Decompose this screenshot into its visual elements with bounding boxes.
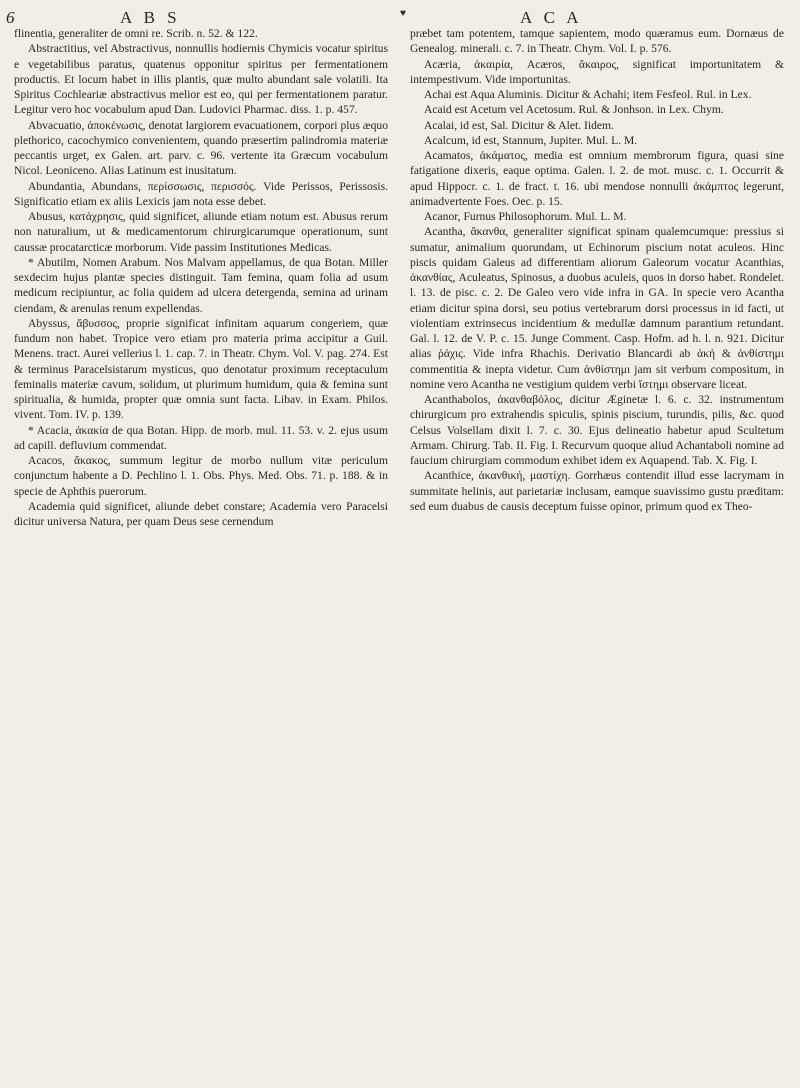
left-entry-4: Abusus, κατάχρησις, quid significet, aliunde etiam notum est. Abusus rerum non naturalium, ut & medicamentorum chirurgicarumque operationum, sunt caussæ procatarcticæ morborum. Vide passim Institutiones Medicas. <box>14 210 388 254</box>
right-entry-10: Acanthice, ἀκανθική, μαστίχη. Gorrhæus contendit illud esse lacrymam in summitate helinis, aut parietariæ inclusam, eamque suavissimo gustu præditam: sed eum duabus de causis deceptum fuisse opinor, primum quod ex Theo- <box>410 469 784 513</box>
left-entry-2: Abvacuatio, ἀποκένωσις, denotat largiorem evacuationem, corpori plus æquo plethorico, cacochymico convenientem, quando præsertim palindromia materiæ peccantis urget, ex Galen. art. parv. c. 96. vertente ita Græcum vocabulum Nicol. Leoniceno. Alias Latinum est inusitatum. <box>14 118 388 178</box>
right-running-head: A C A <box>520 8 583 27</box>
left-entry-8: Acacos, ἄκακος, summum legitur de morbo nullum vitæ periculum conjunctum habente a D. Pechlino l. 1. Obs. Phys. Med. Obs. 71. p. 188. & in specie de Aphthis puerorum. <box>14 454 388 498</box>
left-entry-3: Abundantia, Abundans, περίσσωσις, περισσός. Vide Perissos, Perissosis. Significatio etiam ex aliis Lexicis jam nota esse debet. <box>14 179 388 208</box>
page-number: 6 <box>6 8 17 27</box>
left-entry-7: * Acacia, ἀκακία de qua Botan. Hipp. de morb. mul. 11. 53. v. 2. ejus usum ad capill. defluvium commendat. <box>14 423 388 452</box>
right-entry-1: Acæria, ἀκαιρία, Acæros, ἄκαιρος, significat importunitatem & intempestivum. Vide importunitas. <box>410 57 784 86</box>
left-entry-9: Academia quid significet, aliunde debet constare; Academia vero Paracelsi dicitur universa Natura, per quam Deus sese cernendum <box>14 499 388 528</box>
right-entry-4: Acalai, id est, Sal. Dicitur & Alet. Iidem. <box>424 118 614 132</box>
left-column <box>14 26 388 1078</box>
right-entry-3: Acaid est Acetum vel Acetosum. Rul. & Jonhson. in Lex. Chym. <box>424 103 724 117</box>
ornament-mark: ♥ <box>400 8 408 19</box>
left-entry-5: * Abutilm, Nomen Arabum. Nos Malvam appellamus, de qua Botan. Miller sexdecim hujus plantæ species distinguit. Tam femina, quam folia ad usum medicum recipiuntur, ac folia quidem ad ulcera detergenda, semina ad urinam ciendam, & arenulas renum expellendas. <box>14 255 388 315</box>
right-entry-7: Acanor, Furnus Philosophorum. Mul. L. M. <box>424 210 627 223</box>
right-entry-2: Achai est Aqua Aluminis. Dicitur & Achahi; item Fesfeol. Rul. in Lex. <box>424 88 752 101</box>
right-entry-6: Acamatos, ἀκάματος, media est omnium membrorum figura, quasi sine fatigatione dixeris, eaque optima. Galen. l. 2. de mot. musc. c. 1. Occurrit & apud Hippocr. c. 1. de fract. t. 16. ubi mendose nonnulli ἀκάμπτος legerunt, animadvertente Foes. Oec. p. 15. <box>410 149 784 208</box>
left-entry-1: Abstractitius, vel Abstractivus, nonnullis hodiernis Chymicis vocatur spiritus e vegetabilibus paratus, quatenus opponitur spiritus per fermentationem productis. Et locum habet in illis plantis, quæ multo abundant sale volatili. Ita Spiritus Cochleariæ abstractivus melior est eo, qui per fermentationem paratur. Legitur vero hoc vocabulum apud Dan. Ludovici Pharmac. diss. 1. p. 457. <box>14 42 388 117</box>
left-entry-6: Abyssus, ἄβυσσος, proprie significat infinitam aquarum congeriem, quæ fundum non habet. Tropice vero etiam pro materia prima accipitur a Guil. Menens. tract. Aurei vellerius l. 1. cap. 7. in Theatr. Chym. Vol. V. pag. 274. Est & terminus Paracelsistarum mysticus, quo denotatur proximum receptaculum feminalis materiæ cavum, solidum, ut plurimum humidum, quia & femina sunt spiritualia, & humida, propter quæ omnia sunt facta. Libav. in Exam. Philos. vivent. Tom. IV. p. 139. <box>14 316 388 422</box>
left-running-head: A B S <box>120 8 181 27</box>
right-entry-8: Acantha, ἄκανθα, generaliter significat spinam qualemcumque: pressius si sumatur, animalium quorundam, ut Echinorum piscium notat aculeos. Hinc piscis quidam Galeus ad differentiam aliorum Galeorum vocatur Acanthias, ἀκανθίας, Aculeatus, Spinosus, a duobus aculeis, quos in dorso habet. Rondelet. l. 13. de pisc. c. 2. De Galeo vero vide infra in GA. In specie vero Acantha etiam dicitur spina dorsi, seu potius vertebrarum dorsi processus in id facti, ut violentiam extrinsecus incidentium & medullæ damnum parantium retundant. Gal. l. 12. de V. P. c. 15. Junge Comment. Casp. Hofm. ad h. l. n. 921. Dicitur alias ῥάχις. Vide infra Rhachis. Derivatio Blancardi ab ἀκή & ἀνθίστημι commentitia & inepta videtur. Cum ἀνθίστημι jam sit verbum compositum, in nomine vero Acantha ne vestigium quidem verbi ἵστημι observare liceat. <box>410 225 784 391</box>
left-entry-0: flinentia, generaliter de omni re. Scrib. n. 52. & 122. <box>14 27 258 40</box>
right-entry-9: Acanthabolos, ἀκανθαβόλος, dicitur Æginetæ l. 6. c. 32. instrumentum chirurgicum pro extrahendis spiculis, spinis piscium, turundis, pilis, &c. quod Celsus Volsellam dixit l. 7. c. 30. Ejus delineatio habetur apud Scultetum Armam. Chirurg. Tab. II. Fig. I. Recurvum quoque aliud Achantaboli nomine ad faucium chirurgiam commodum exhibet idem ex Aquapend. Tab. X. Fig. I. <box>410 393 784 467</box>
right-entry-0: præbet tam potentem, tamque sapientem, modo quæramus eum. Dornæus de Genealog. minerali. c. 7. in Theatr. Chym. Vol. I. p. 576. <box>410 27 784 56</box>
right-entry-5: Acalcum, id est, Stannum, Jupiter. Mul. L. M. <box>424 133 638 147</box>
right-column <box>410 26 784 1078</box>
